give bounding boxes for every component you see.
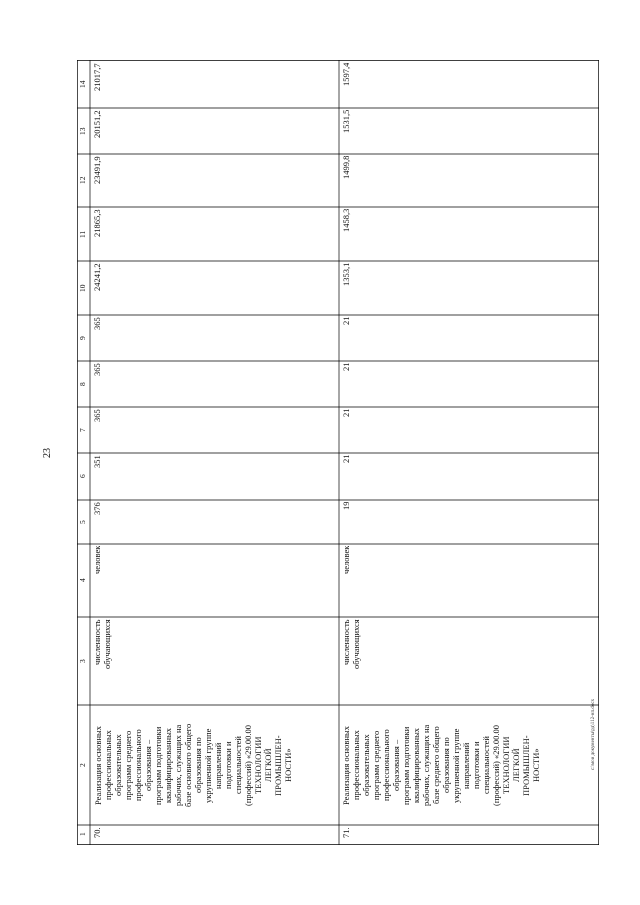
column-header-14: 14: [78, 80, 87, 89]
column-header-11: 11: [78, 230, 87, 238]
column-header-5: 5: [78, 520, 87, 524]
value-cell: 376: [92, 502, 102, 515]
column-header-4: 4: [78, 578, 87, 583]
unit-of-measure: человек: [341, 546, 351, 575]
value-cell: 21865,3: [92, 209, 102, 237]
value-cell: 365: [92, 363, 102, 376]
value-cell: 1597,4: [341, 63, 351, 87]
value-cell: 24241,2: [92, 263, 102, 291]
value-cell: 1531,5: [341, 110, 351, 134]
value-cell: 1458,3: [341, 209, 351, 233]
value-cell: 21017,7: [92, 63, 102, 91]
value-cell: 365: [92, 317, 102, 330]
data-table: [77, 60, 599, 845]
row-number: 71.: [341, 827, 351, 838]
value-cell: 1499,8: [341, 156, 351, 180]
column-header-1: 1: [78, 832, 87, 837]
column-header-9: 9: [78, 336, 87, 340]
value-cell: 1353,1: [341, 263, 351, 287]
value-cell: 20151,2: [92, 110, 102, 138]
value-cell: 365: [92, 409, 102, 422]
page-number: 23: [42, 448, 53, 458]
indicator-name: численность обучающихся: [92, 619, 112, 669]
value-cell: 21: [341, 317, 351, 326]
column-header-8: 8: [78, 382, 87, 386]
document-file-path: c:\мои документы\рд\112-нп.docx: [591, 698, 596, 770]
indicator-name: численность обучающихся: [341, 619, 361, 669]
value-cell: 21: [341, 363, 351, 372]
value-cell: 19: [341, 502, 351, 511]
service-description: Реализация основных профессиональных образовательных программ среднего профессионального образования – программ подготовки квалифицированных рабочих, служащих на базе среднего общего образования по укрупненной группе направлений подготовки и специальностей (профессий) «29.00.00 ТЕХНОЛОГИИ ЛЕГКОЙ ПРОМЫШЛЕН- НОСТИ»: [341, 724, 541, 807]
service-description: Реализация основных профессиональных образовательных программ среднего профессионального образования – программ подготовки квалифицированных рабочих, служащих на базе основного общего образования по укрупненной группе направлений подготовки и специальностей (профессий) «29.00.00 ТЕХНОЛОГИИ ЛЕГКОЙ ПРОМЫШЛЕН- НОСТИ»: [93, 723, 293, 808]
column-header-6: 6: [78, 474, 87, 479]
row-number: 70.: [92, 827, 102, 838]
column-header-10: 10: [78, 284, 87, 292]
value-cell: 21: [341, 409, 351, 418]
value-cell: 351: [92, 455, 102, 468]
value-cell: 21: [341, 455, 351, 464]
column-header-13: 13: [78, 127, 87, 135]
column-header-3: 3: [78, 659, 87, 663]
column-header-7: 7: [78, 428, 87, 432]
column-header-2: 2: [78, 763, 87, 767]
column-header-12: 12: [78, 176, 87, 185]
unit-of-measure: человек: [92, 546, 102, 575]
value-cell: 23491,9: [92, 156, 102, 184]
